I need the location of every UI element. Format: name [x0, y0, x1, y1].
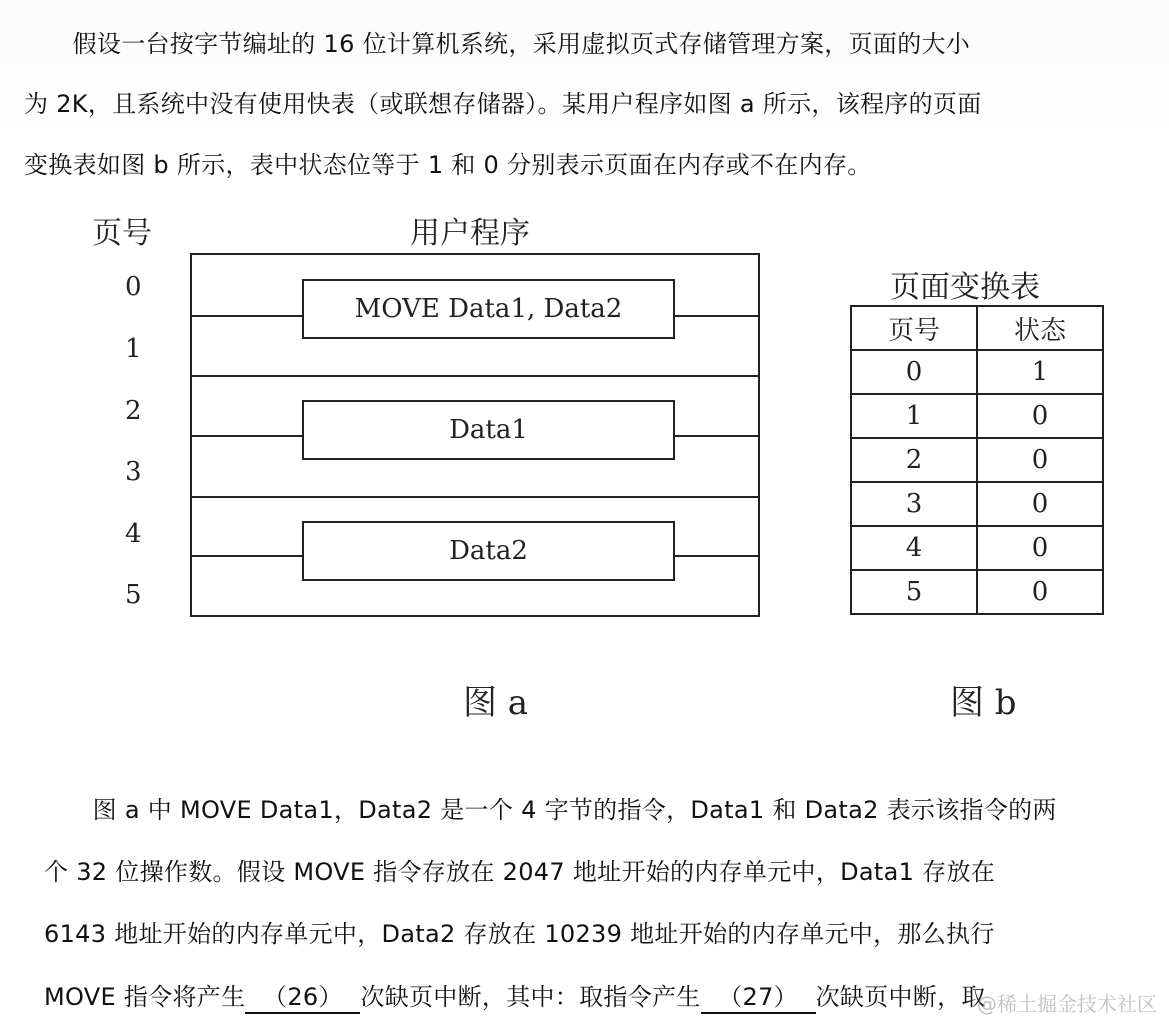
cell: 5: [851, 570, 977, 614]
table-row: [851, 438, 1103, 482]
intro-line: 假设一台按字节编址的 16 位计算机系统，采用虚拟页式存储管理方案，页面的大小: [24, 30, 971, 58]
user-program-box: [190, 253, 760, 617]
page-boundary: [192, 315, 302, 317]
cell: 0: [851, 350, 977, 394]
intro-line: 变换表如图 b 所示，表中状态位等于 1 和 0 分别表示页面在内存或不在内存。: [24, 151, 872, 179]
table-row: [851, 570, 1103, 614]
move-instruction-box: MOVE Data1, Data2: [302, 279, 675, 339]
table-row: [851, 526, 1103, 570]
text: MOVE 指令将产生: [44, 983, 246, 1011]
page-boundary: [675, 435, 760, 437]
intro-line: 为 2K，且系统中没有使用快表（或联想存储器）。某用户程序如图 a 所示，该程序的页面: [24, 90, 982, 118]
page-boundary: [675, 555, 760, 557]
page-boundary: [192, 555, 302, 557]
data2-box: Data2: [302, 521, 675, 581]
table-row: [851, 482, 1103, 526]
page-number: 4: [125, 519, 142, 549]
blank-26: （26）: [245, 977, 360, 1014]
cell: 0: [977, 438, 1103, 482]
text: 次缺页中断，其中：取指令产生: [360, 983, 701, 1011]
blank-27: （27）: [701, 977, 816, 1014]
cell: 0: [977, 394, 1103, 438]
divider: [192, 375, 758, 377]
table-header: [851, 306, 1103, 350]
cell: 0: [977, 570, 1103, 614]
page-boundary: [675, 315, 760, 317]
data1-box: Data1: [302, 400, 675, 460]
divider: [192, 496, 758, 498]
page-number-header: 页号: [92, 216, 152, 251]
cell: 0: [977, 526, 1103, 570]
user-program-title: 用户程序: [410, 216, 530, 251]
page-number: 2: [125, 396, 142, 426]
page-number: 5: [125, 580, 142, 610]
cell: 1: [851, 394, 977, 438]
cell: 3: [851, 482, 977, 526]
question-line: 图 a 中 MOVE Data1，Data2 是一个 4 字节的指令，Data1 和 Data2 表示该指令的两: [44, 796, 1057, 824]
table-row: [851, 350, 1103, 394]
cell: 0: [977, 482, 1103, 526]
text: 次缺页中断，取: [815, 983, 986, 1011]
page-table: [850, 305, 1104, 615]
question-line: 6143 地址开始的内存单元中，Data2 存放在 10239 地址开始的内存单元中，那么执行: [44, 920, 995, 948]
header-cell: 状态: [977, 306, 1103, 350]
page-number: 1: [125, 334, 142, 364]
figure-b-caption: 图 b: [950, 683, 1017, 723]
table-row: [851, 394, 1103, 438]
cell: 4: [851, 526, 977, 570]
question-line: [44, 977, 986, 1014]
figure-a-caption: 图 a: [463, 683, 529, 723]
watermark: @稀土掘金技术社区: [977, 992, 1157, 1016]
page-number: 3: [125, 457, 142, 487]
question-line: 个 32 位操作数。假设 MOVE 指令存放在 2047 地址开始的内存单元中，Data1 存放在: [44, 858, 996, 886]
page-boundary: [192, 435, 302, 437]
page-table-title: 页面变换表: [890, 270, 1040, 305]
cell: 2: [851, 438, 977, 482]
header-cell: 页号: [851, 306, 977, 350]
page-number: 0: [125, 272, 142, 302]
cell: 1: [977, 350, 1103, 394]
